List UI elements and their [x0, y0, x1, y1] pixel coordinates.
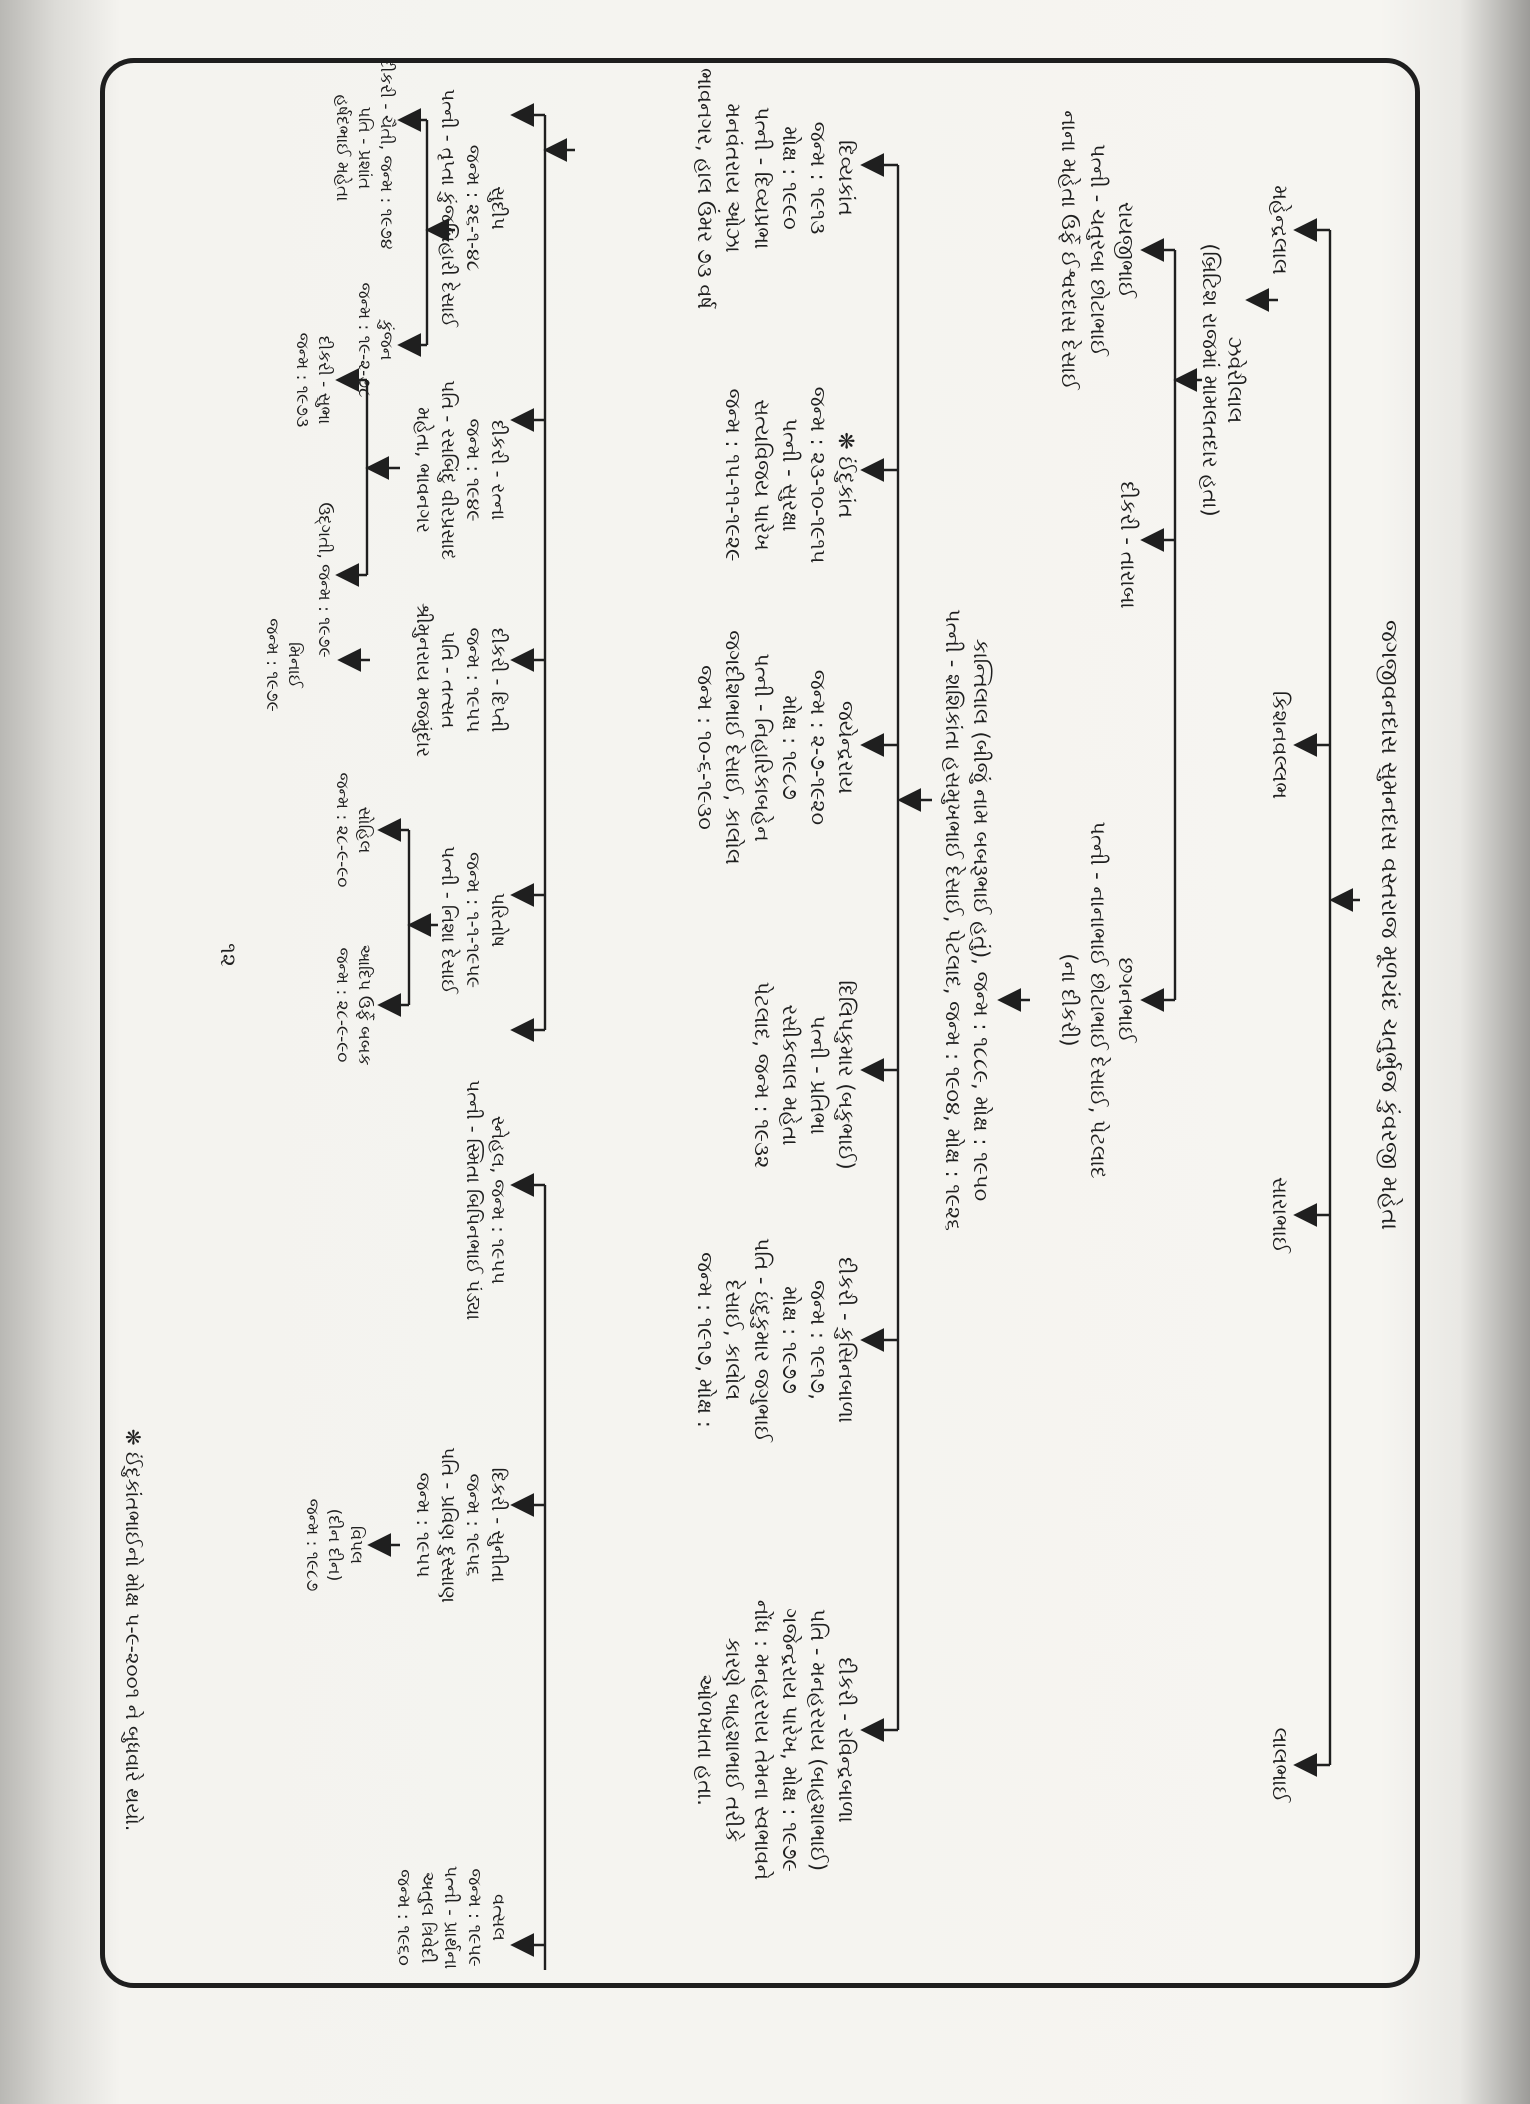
- page-number: ૧૨: [215, 943, 240, 967]
- person-paritosh: પરિતોષ જન્મ : ૧-૧-૧૯૫૯ પત્ની - નિશા દેસાઈ: [436, 846, 509, 994]
- person-chaiti: દીકરી - ચૈતી, જન્મ : ૧૯૭૪ પતિ - પ્રશાંત હર્ષદભાઈ મહેતા: [331, 58, 396, 250]
- person-chhaganbhai: છગનભાઈ પત્ની - નાનાભાઈ છોટાભાઈ દેસાઈ, પેટલાદ (ના દીકરી): [1057, 821, 1138, 1179]
- person-kantilal: કાન્તિલાલ (બીજું નામ બબરૂભાઈ હતું), જન્મ : ૧૮૮૯, મોક્ષ : ૧૯૫૦ પત્ની - શશિકાંતા હસમુખભાઈ દેસાઈ, પેટલાદ, જન્મ : ૧૯૦૪, મોક્ષ : ૧૯૨૬: [940, 608, 993, 1232]
- person-sohil: સોહિલ જન્મ : ૨૮-૯-૯૦: [331, 772, 374, 888]
- person-snehal: સ્નેહલ, જન્મ : ૧૯૫૫ પત્ની - સ્મિતા બિપિનભાઈ પંડ્યા: [461, 1079, 509, 1321]
- person-tarabahen: દીકરી - તારાબા: [1116, 481, 1140, 609]
- person-subha: દીકરી - સુભા જન્મ : ૧૯૭૩: [291, 332, 334, 428]
- person-sarabhai: સારાભાઈ: [1268, 1176, 1292, 1254]
- person-mahendralal: મહેન્દ્રલાલ: [1268, 185, 1292, 275]
- person-kunjan: કુંજન જન્મ : ૧૯-૨-૭૮: [353, 282, 396, 398]
- root-ancestor: જગજીવનદાસ સુમનદાસ વસ્તરાજ મૂળચંદ ચતુર્ભુજ કુંવરજી મહેતા: [1376, 620, 1402, 1231]
- person-vipal: વિપલ (દીન દીન) જન્મ : ૧૯૮૭: [301, 1498, 366, 1592]
- person-adip: આદિપ ઉર્ફે બબક જન્મ : ૨૮-૯-૯૦: [331, 944, 374, 1066]
- person-javerilal: ઝવેરીલાલ (બ્રિટિશ રાજમાં મામલતદાર હતા): [1197, 243, 1247, 517]
- person-ravindrabala: દીકરી - રવિન્દ્રબાળા પતિ - મનહરરાય (બાહશાભાઈ) ગજેન્દ્રરાય પારેખ, મોક્ષ : ૧૯૭૯ નોંધ : મનહરરાય તેમના સ્વભાવને કારણે બાહશાભાઈ તરીકે ઓળખાતા હતા.: [693, 1599, 858, 1881]
- person-divyakant: દિવ્યકાંત જન્મ : ૧૯૧૩ મોક્ષ : ૧૯૯૦ પત્ની - દિવ્યપ્રભા મનવંતરાય ઓઝા ભાવનગર, હાલ ઉંમર ૭૩ વર્ષ: [693, 68, 858, 310]
- person-dipti: દીકરી - દિપ્તી જન્મ : ૧૯૫૫ પતિ - તત્સત શ્રીમુનરાય મજમુંદાર: [411, 602, 509, 758]
- person-kishanvallabh: કિશનવલ્લભ: [1268, 690, 1292, 800]
- person-ratna: દીકરી - રત્ના જન્મ : ૧૯૪૯ પતિ - રસબિંદુ વીરપ્રસાદ મહેતા, ભાવનગર: [411, 380, 509, 560]
- person-minai: મિનાઈ જન્મ : ૧૯૭૯: [261, 618, 304, 712]
- person-lalbhai: લાલભાઈ: [1268, 1727, 1292, 1803]
- footnote: ❋ ઈંદુકાંતભાઈનો મોક્ષ ૫-૯-૨૦૦૧ ને બુધવારે થયો.: [121, 1428, 145, 1832]
- person-jayendrarai: જયેન્દ્રરાય જન્મ : ૨-૭-૧૯૨૦ મોક્ષ : ૧૯૮૭ પત્ની - નિહારિકાબહેન જગદીશભાઈ દેસાઈ, કાલોલ જન્મ : ૧૦-૬-૧૯૩૦: [693, 630, 858, 865]
- person-sunita: દિકરી - સુનીતા જન્મ : ૧૯૫૬ પતિ - પ્રવિણ દુસ્સાણ જન્મ : ૧૯૫૫: [411, 1447, 509, 1603]
- person-rayjibhai: રાયજીભાઈ પત્ની - ચતુરબા છોટાભાઈ નાના મહેતા ઉર્ફે ઈશ્વરદાસ દેસાઈ: [1057, 110, 1138, 390]
- person-udgati: ઉદ્ગતી, જન્મ : ૧૯૭૯: [314, 502, 334, 658]
- person-kusinbala: દીકરી - કુસિનબાળા જન્મ : ૧૯૧૭, મોક્ષ : ૧૯૭૭ પતિ - ઇંદુકુમાર જગુભાઈ દેસાઈ, કાલોલ જન્મ : ૧૯૧૭, મોક્ષ :: [693, 1237, 858, 1443]
- person-dilipkumar: દિલિપકુમાર (બકુભાઈ) પત્ની - પ્રતિભા રસીકલાલ મહેતા પેટલાદ, જન્મ : ૧૯૩૨: [749, 980, 858, 1170]
- person-sudip: સુદીપ જન્મ : ૨૬-૧-૪૮ પત્ની - તૃપ્તા કુંજબિહારી દેસાઈ: [436, 88, 509, 328]
- person-indukant: ❋ ઈંદુકાંત જન્મ : ૨૩-૧૦-૧૯૧૫ પત્ની - સુરક્ષા સત્યવિજય પારેખ જન્મ : ૧૫-૧૧-૧૯૨૯: [721, 386, 858, 564]
- person-vatsal: વત્સલ જન્મ : ૧૯૫૯ પત્ની - પ્રાર્થના અતુલ ત્રિવેદી જન્મ : ૧૯૬૦: [393, 1865, 509, 1970]
